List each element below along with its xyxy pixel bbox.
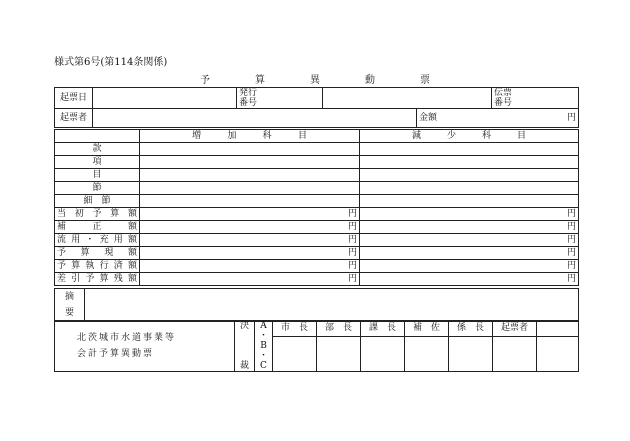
decrease-cell[interactable] [360,143,579,156]
form-title-char: 動 [365,75,375,86]
decision-char: 裁 [239,361,249,371]
role-label-assistant: 補 佐 [405,321,449,337]
amount-row [55,208,579,221]
label-char: 済 [113,261,123,271]
label-char: 算 [110,209,120,219]
drafter-field[interactable] [93,109,417,128]
seal-box-director[interactable] [317,336,361,371]
subject-row [55,169,579,182]
amount-row-label [55,247,140,260]
increase-amount-cell[interactable]: 円 [140,260,360,273]
label-char: 残 [113,274,123,284]
voucher-date-field[interactable] [93,88,237,109]
label-char: 予 [92,209,102,219]
seal-box-subsection-chief[interactable] [449,336,493,371]
subject-label: 目 [55,169,140,182]
amount-row [55,273,579,286]
subject-label: 細 節 [55,195,140,208]
form-title-char: 算 [255,75,265,86]
decrease-amount-cell[interactable]: 円 [360,221,579,234]
role-label-drafter: 起票者 [493,321,537,337]
subject-row [55,182,579,195]
label-char: 算 [71,261,81,271]
remarks-char: 要 [64,308,74,318]
increase-amount-cell[interactable]: 円 [140,273,360,286]
increase-amount-cell[interactable]: 円 [140,221,360,234]
label-char: 充 [99,235,109,245]
issue-no-label [237,88,323,109]
label-char: 初 [74,209,84,219]
slip-no-cell[interactable] [492,88,579,109]
amount-row [55,247,579,260]
decrease-amount-cell[interactable]: 円 [360,208,579,221]
remarks-label [55,289,85,322]
voucher-date-label: 起票日 [55,88,93,109]
amount-row [55,260,579,273]
increase-cell[interactable] [140,156,360,169]
amount-label: 金額 [419,113,438,123]
increase-cell[interactable] [140,143,360,156]
label-char: 算 [80,248,90,258]
decrease-cell[interactable] [360,156,579,169]
grade-char: ・ [258,330,268,341]
amount-row-label [55,234,140,247]
label-char: 額 [127,209,137,219]
grade-char: B [260,340,267,351]
role-label-director: 部 長 [317,321,361,337]
decrease-cell[interactable] [360,169,579,182]
form-title-char: 異 [310,75,320,86]
increase-char: 科 [262,131,272,141]
form-title-char: 予 [200,75,210,86]
form-title-char: 票 [420,75,430,86]
increase-amount-cell[interactable]: 円 [140,234,360,247]
subject-label: 款 [55,143,140,156]
decrease-cell[interactable] [360,195,579,208]
increase-amount-cell[interactable]: 円 [140,247,360,260]
label-char: 算 [99,274,109,284]
decrease-cell[interactable] [360,182,579,195]
label-char: 用 [71,235,81,245]
decrease-header [360,130,579,143]
grade-char: ・ [258,350,268,361]
label-char: ・ [85,235,95,245]
grade-char: A [260,320,267,331]
slip-no-label-line: 伝票 [494,88,513,98]
label-char: 正 [92,222,102,232]
subject-label: 節 [55,182,140,195]
remarks-field[interactable] [85,289,579,322]
label-char: 予 [57,261,67,271]
decrease-amount-cell[interactable]: 円 [360,273,579,286]
increase-header [140,130,360,143]
approval-block [54,320,579,372]
decrease-char: 目 [516,131,526,141]
decision-char: 決 [239,321,249,331]
label-char: 行 [99,261,109,271]
remarks-row [54,288,579,322]
issue-no-label-line: 発行 [239,88,258,98]
seal-box-blank[interactable] [537,336,579,371]
seal-box-assistant[interactable] [405,336,449,371]
org-cell [55,321,235,372]
subject-row [55,195,579,208]
role-label-subsection-chief: 係 長 [449,321,493,337]
label-char: 額 [127,235,137,245]
increase-amount-cell[interactable]: 円 [140,208,360,221]
label-char: 流 [57,235,67,245]
label-char: 額 [127,261,137,271]
decrease-amount-cell[interactable]: 円 [360,260,579,273]
amount-row-label [55,221,140,234]
amount-row-label [55,273,140,286]
label-char: 額 [127,274,137,284]
slip-no-label-line: 番号 [494,98,513,108]
ledger-corner [55,130,140,143]
increase-char: 目 [297,131,307,141]
form-title [200,71,430,86]
grade-char: C [260,360,267,371]
amount-row [55,221,579,234]
label-char: 引 [71,274,81,284]
header-row-date [54,87,579,109]
amount-row [55,234,579,247]
label-char: 補 [57,222,67,232]
remarks-char: 摘 [64,292,74,302]
label-char: 額 [127,248,137,258]
budget-ledger [54,129,579,286]
decision-label [235,321,255,372]
decrease-char: 減 [412,131,422,141]
label-char: 予 [85,274,95,284]
label-char: 用 [113,235,123,245]
header-row-drafter [54,108,579,128]
subject-label: 項 [55,156,140,169]
label-char: 現 [104,248,114,258]
decrease-amount-cell[interactable]: 円 [360,234,579,247]
decrease-amount-cell[interactable]: 円 [360,247,579,260]
decrease-char: 少 [446,131,456,141]
increase-cell[interactable] [140,195,360,208]
seal-box-section-chief[interactable] [361,336,405,371]
increase-cell[interactable] [140,169,360,182]
seal-box-mayor[interactable] [273,336,317,371]
role-label-mayor: 市 長 [273,321,317,337]
ledger-header-row [55,130,579,143]
increase-cell[interactable] [140,182,360,195]
label-char: 差 [57,274,67,284]
drafter-label: 起票者 [55,109,93,128]
role-label-section-chief: 課 長 [361,321,405,337]
org-line: 北茨城市水道事業等 [77,333,177,343]
amount-yen: 円 [566,113,576,123]
org-line: 会計予算異動票 [77,349,155,359]
grade-options[interactable] [255,321,273,372]
increase-char: 増 [192,131,202,141]
amount-row-label [55,208,140,221]
role-label-blank [537,321,579,337]
issue-no-label-line: 番号 [239,98,258,108]
label-char: 予 [57,248,67,258]
amount-field[interactable] [417,109,579,128]
increase-char: 加 [227,131,237,141]
amount-row-label [55,260,140,273]
label-char: 当 [57,209,67,219]
form-number: 様式第6号(第114条関係) [54,57,168,68]
subject-row [55,156,579,169]
label-char: 額 [127,222,137,232]
label-char: 執 [85,261,95,271]
subject-row [55,143,579,156]
issue-no-field[interactable] [323,88,492,109]
seal-box-drafter[interactable] [493,336,537,371]
decrease-char: 科 [481,131,491,141]
